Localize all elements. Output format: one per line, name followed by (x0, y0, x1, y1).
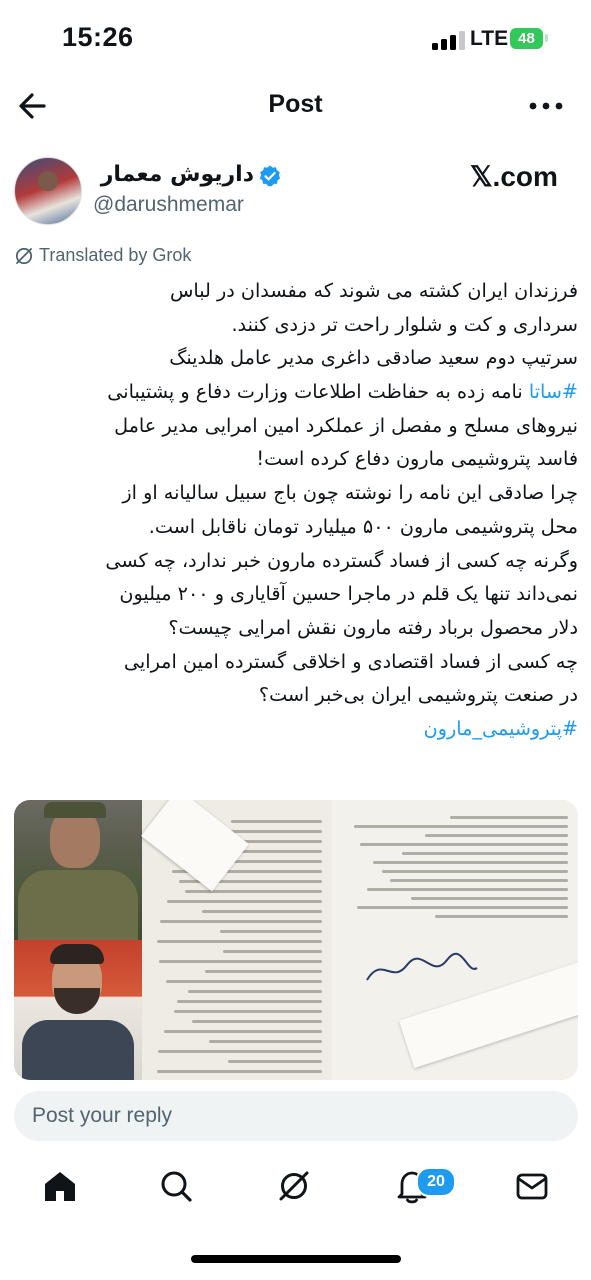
tweet-line: #ساتا نامه زده به حفاظت اطلاعات وزارت دفاع و پشتیبانی (107, 380, 578, 404)
status-time: 15:26 (62, 22, 134, 52)
battery-tip (545, 34, 548, 42)
tab-grok[interactable] (274, 1166, 314, 1206)
battery-icon (510, 28, 543, 49)
tweet-text (14, 274, 578, 746)
home-icon (40, 1166, 80, 1206)
media-photo[interactable] (14, 940, 142, 1080)
tweet-line: وگرنه چه کسی از فساد گسترده مارون خبر ندارد، چه کسی (105, 548, 578, 572)
search-icon (156, 1166, 196, 1206)
tweet-line: محل پتروشیمی مارون ۵۰۰ میلیارد تومان ناقابل است. (148, 514, 578, 538)
tab-home[interactable] (40, 1166, 80, 1206)
media-document[interactable] (332, 800, 578, 1080)
grok-icon (274, 1166, 314, 1206)
reply-input[interactable]: Post your reply (32, 1104, 173, 1127)
tweet-line: چرا صادقی این نامه را نوشته چون باج سبیل سالیانه او از (122, 481, 578, 505)
tweet-line: چه کسی از فساد اقتصادی و اخلاقی گسترده امین امرایی (123, 649, 578, 673)
media-photo[interactable] (14, 800, 142, 940)
hashtag-link[interactable]: #ساتا (528, 380, 578, 404)
status-bar (0, 0, 591, 78)
signal-strength-icon (432, 30, 466, 50)
battery-level: 48 (518, 30, 535, 47)
tweet-line: در صنعت پتروشیمی ایران بی‌خبر است؟ (258, 683, 578, 707)
home-indicator (191, 1255, 401, 1263)
bottom-tab-bar (0, 1150, 591, 1230)
tab-messages[interactable] (512, 1166, 552, 1206)
notification-badge: 20 (416, 1167, 456, 1197)
media-document[interactable] (142, 800, 332, 1080)
translation-label: Translated by Grok (39, 245, 192, 265)
tweet-line: فرزندان ایران کشته می شوند که مفسدان در لباس (169, 279, 578, 302)
hashtag-link[interactable]: #پتروشیمی_مارون (423, 716, 578, 740)
tweet-line: سرداری و کت و شلوار راحت تر دزدی کنند. (231, 312, 578, 336)
more-options-button[interactable] (528, 92, 564, 120)
more-horizontal-icon (528, 92, 564, 120)
tweet-line (14, 712, 578, 746)
tab-search[interactable] (156, 1166, 196, 1206)
tweet-line: دلار محصول برباد رفته مارون نقش امرایی چیست؟ (168, 615, 578, 639)
post-header (0, 78, 591, 134)
network-label: LTE (470, 27, 509, 50)
author-handle[interactable]: @darushmemar (93, 193, 244, 216)
grok-icon (14, 246, 34, 266)
verified-badge-icon (258, 164, 282, 188)
tweet-line: نیروهای مسلح و مفصل از عملکرد امین امرایی مدیر عامل (114, 413, 578, 437)
mail-icon (512, 1166, 552, 1206)
tweet-line: فاسد پتروشیمی مارون دفاع کرده است! (256, 447, 578, 471)
avatar[interactable] (14, 157, 82, 225)
tweet-line: سرتیپ دوم سعید صادقی داغری مدیر عامل هلدینگ (169, 346, 578, 370)
author-name[interactable]: داریوش معمار (100, 162, 254, 187)
page-title: Post (268, 90, 323, 118)
reply-box[interactable] (14, 1091, 578, 1141)
tweet-media[interactable] (14, 800, 578, 1080)
tweet-line: نمی‌داند تنها یک قلم در ماجرا حسین آقایاری و ۲۰۰ میلیون (119, 582, 578, 606)
source-badge: 𝕏.com (470, 161, 558, 192)
